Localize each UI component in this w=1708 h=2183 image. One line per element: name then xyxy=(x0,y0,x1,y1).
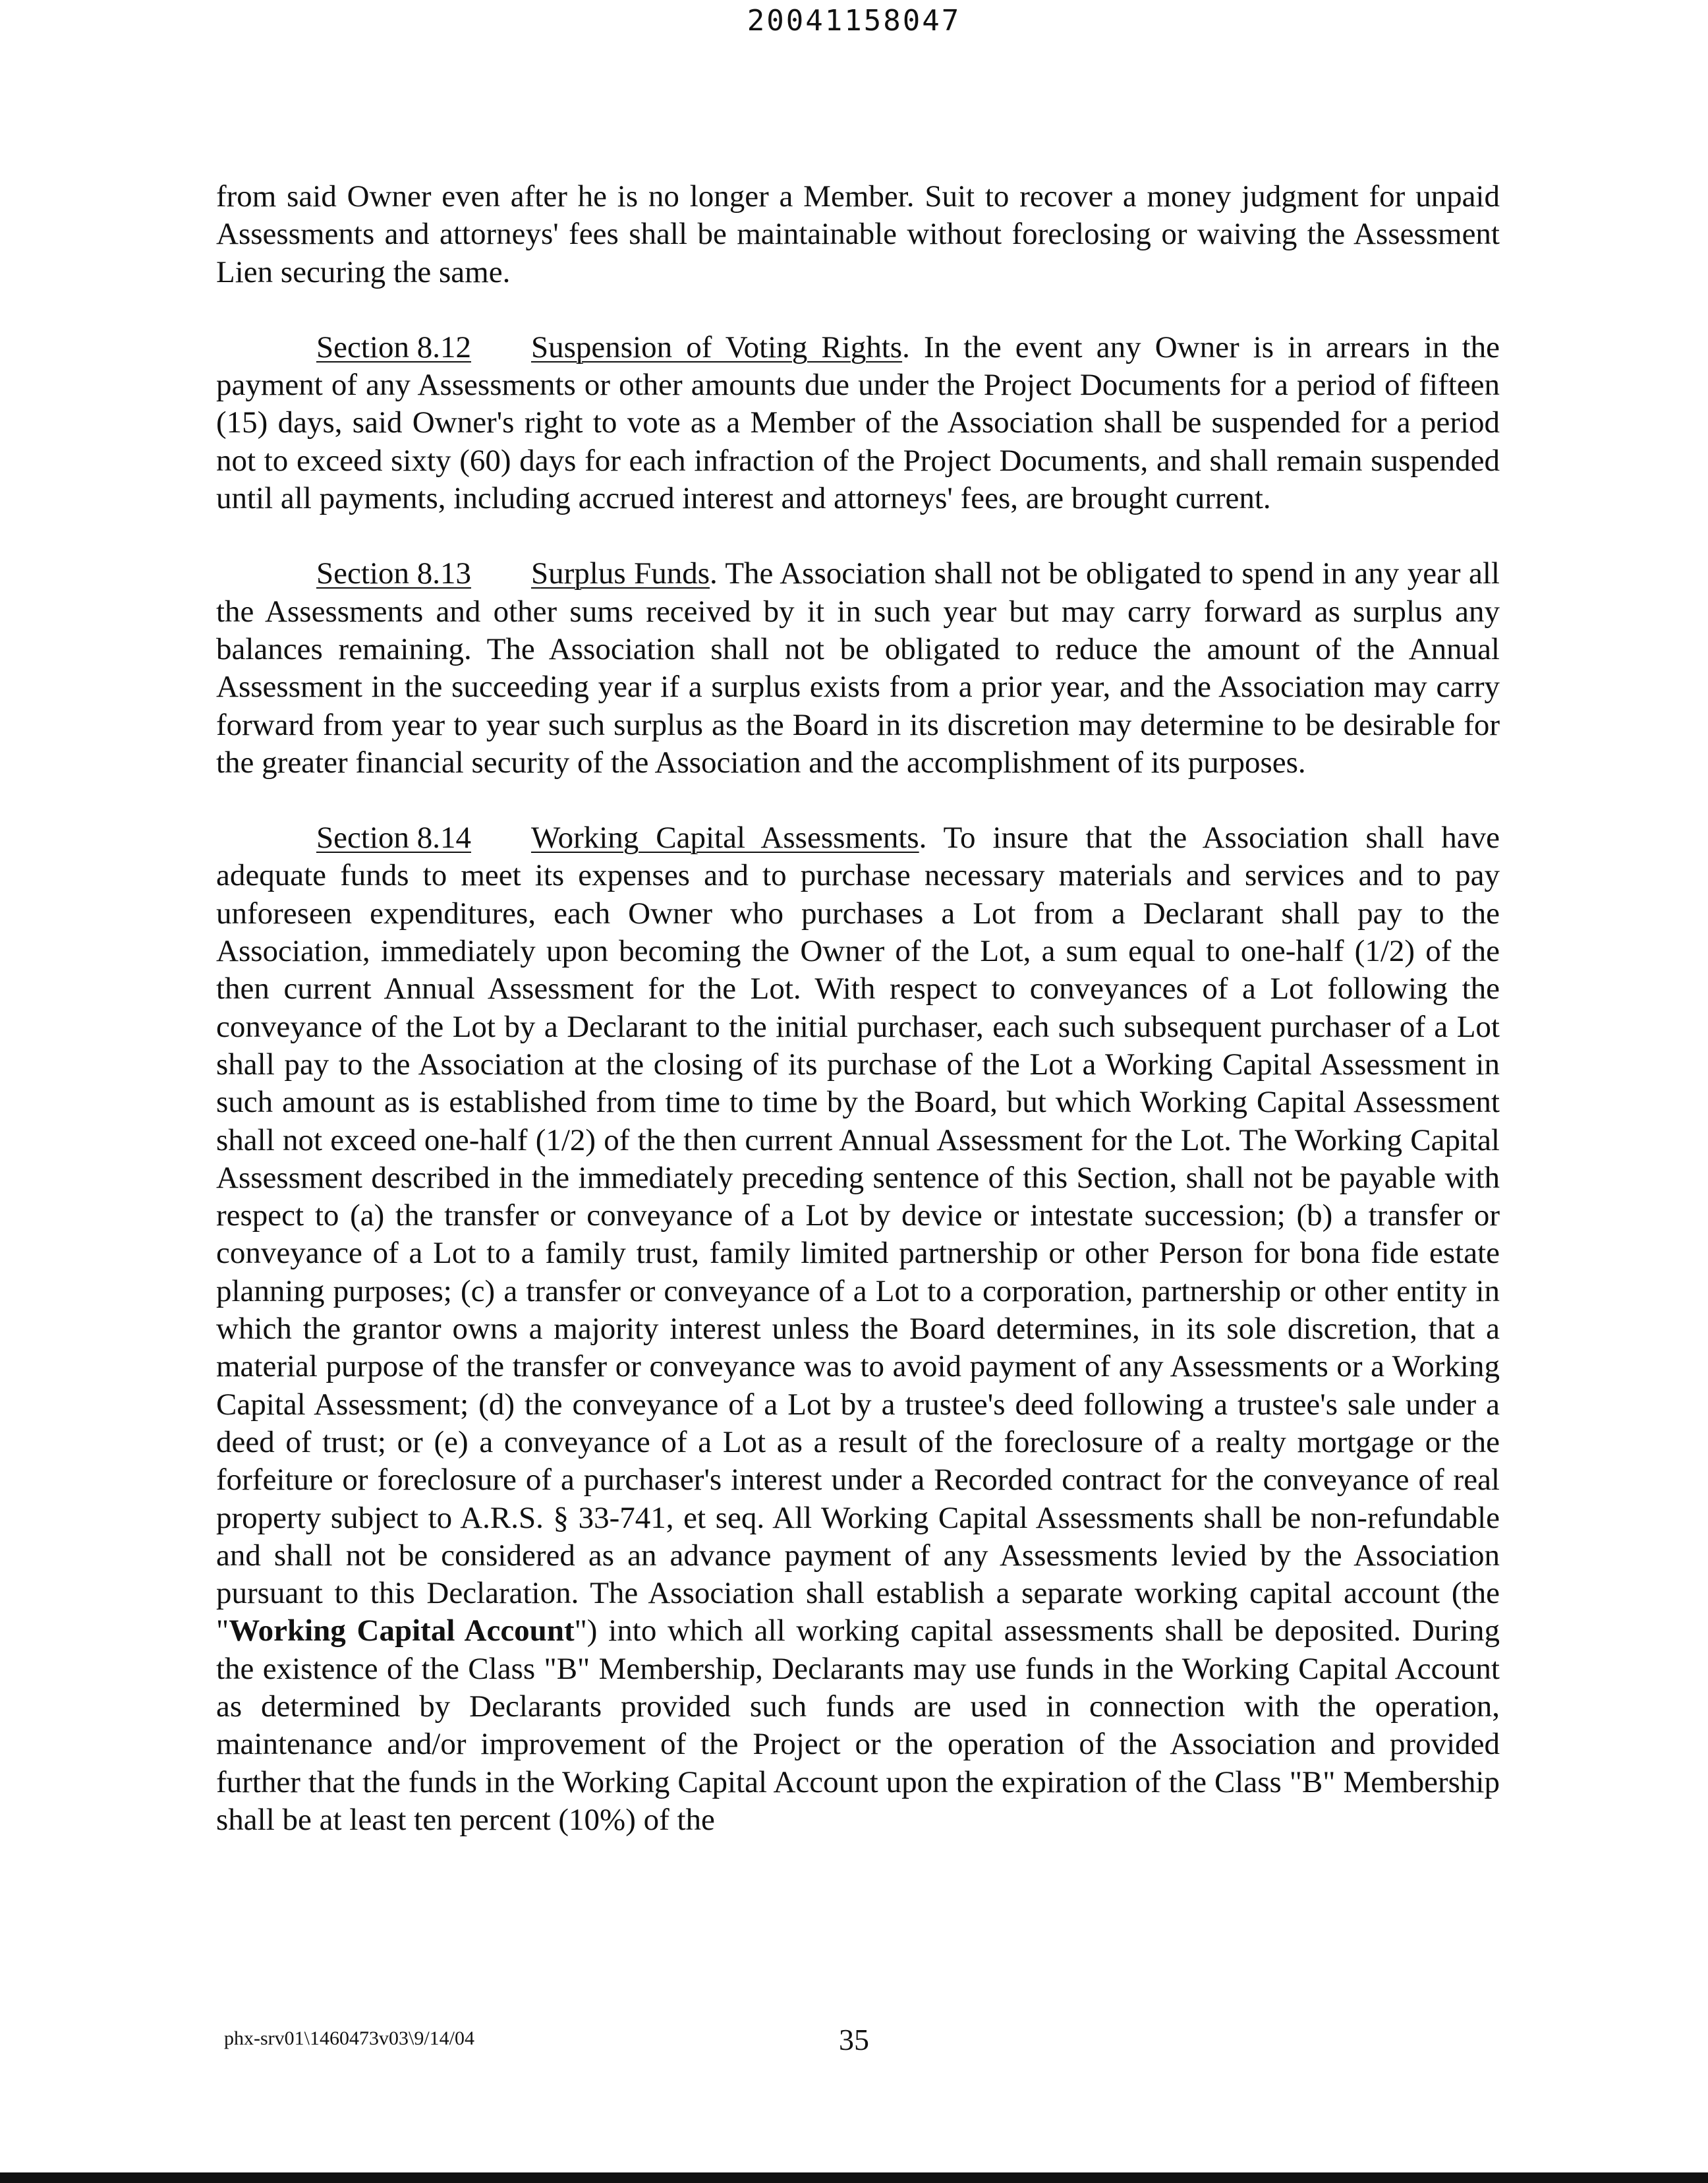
section-8-14-paragraph xyxy=(216,819,1500,1839)
section-text: . To insure that the Association shall have adequate funds to meet its expenses and to purchase necessary materials and services and to pay unforeseen expenditures, each Owner who purchases a Lot from a Declarant shall pay to the Association, immediately upon becoming the Owner of the Lot, a sum equal to one-half (1/2) of the then current Annual Assessment for the Lot. With respect to conveyances of a Lot following the conveyance of the Lot by a Declarant to the initial purchaser, each such subsequent purchaser of a Lot shall pay to the Association at the closing of its purchase of the Lot a Working Capital Assessment in such amount as is established from time to time by the Board, but which Working Capital Assessment shall not exceed one-half (1/2) of the then current Annual Assessment for the Lot. The Working Capital Assessment described in the immediately preceding sentence of this Section, shall not be payable with respect to (a) the transfer or conveyance of a Lot by device or intestate succession; (b) a transfer or conveyance of a Lot to a family trust, family limited partnership or other Person for bona fide estate planning purposes; (c) a transfer or conveyance of a Lot to a corporation, partnership or other entity in which the grantor owns a majority interest unless the Board determines, in its sole discretion, that a material purpose of the transfer or conveyance was to avoid payment of any Assessments or a Working Capital Assessment; (d) the conveyance of a Lot by a trustee's deed following a trustee's sale under a deed of trust; or (e) a conveyance of a Lot as a result of the foreclosure of a realty mortgage or the forfeiture or foreclosure of a purchaser's interest under a Recorded contract for the conveyance of real property subject to A.R.S. § 33-741, et seq. All Working Capital Assessments shall be non-refundable and shall not be considered as an advance payment of any Assessments levied by the Association pursuant to this Declaration. The Association shall establish a separate working capital account (the " xyxy=(216,821,1500,1648)
section-text: . In the event any Owner is in arrears in the payment of any Assessments or other amounts due under the Project Documents for a period of fifteen (15) days, said Owner's right to vote as a Member of the Association shall be suspended for a period not to exceed sixty (60) days for each infraction of the Project Documents, and shall remain suspended until all payments, including accrued interest and attorneys' fees, are brought current. xyxy=(216,330,1500,516)
section-number: Section 8.14 xyxy=(316,821,471,856)
section-number: Section 8.13 xyxy=(316,556,471,591)
section-text: . The Association shall not be obligated to spend in any year all the Assessments and other sums received by it in such year but may carry forward as surplus any balances remaining. The Association shall not be obligated to reduce the amount of the Annual Assessment in the succeeding year if a surplus exists from a prior year, and the Association may carry forward from year to year such surplus as the Board in its discretion may determine to be desirable for the greater financial security of the Association and the accomplishment of its purposes. xyxy=(216,556,1500,780)
section-title: Suspension of Voting Rights xyxy=(531,330,903,364)
page-number: 35 xyxy=(839,2023,869,2056)
section-number: Section 8.12 xyxy=(316,330,471,364)
document-reference: phx-srv01\1460473v03\9/14/04 xyxy=(224,2027,474,2049)
section-text-continued: ") into which all working capital assessments shall be deposited. During the existence of the Class "B" Membership, Declarants may use funds in the Working Capital Account as determined by Declarants provided such funds are used in connection with the operation, maintenance and/or improvement of the Project or the operation of the Association and provided further that the funds in the Working Capital Account upon the expiration of the Class "B" Membership shall be at least ten percent (10%) of the xyxy=(216,1614,1500,1837)
section-title: Surplus Funds xyxy=(531,556,710,591)
section-title: Working Capital Assessments xyxy=(531,821,919,856)
section-8-12-paragraph xyxy=(216,329,1500,517)
document-body xyxy=(216,178,1500,1877)
defined-term: Working Capital Account xyxy=(229,1614,575,1648)
section-8-13-paragraph xyxy=(216,555,1500,782)
bottom-border xyxy=(0,2172,1708,2183)
continuation-paragraph: from said Owner even after he is no longer a Member. Suit to recover a money judgment for unpaid Assessments and attorneys' fees shall be maintainable without foreclosing or waiving the Assessment Lien securing the same. xyxy=(216,179,1500,289)
recording-number: 20041158047 xyxy=(747,4,961,38)
